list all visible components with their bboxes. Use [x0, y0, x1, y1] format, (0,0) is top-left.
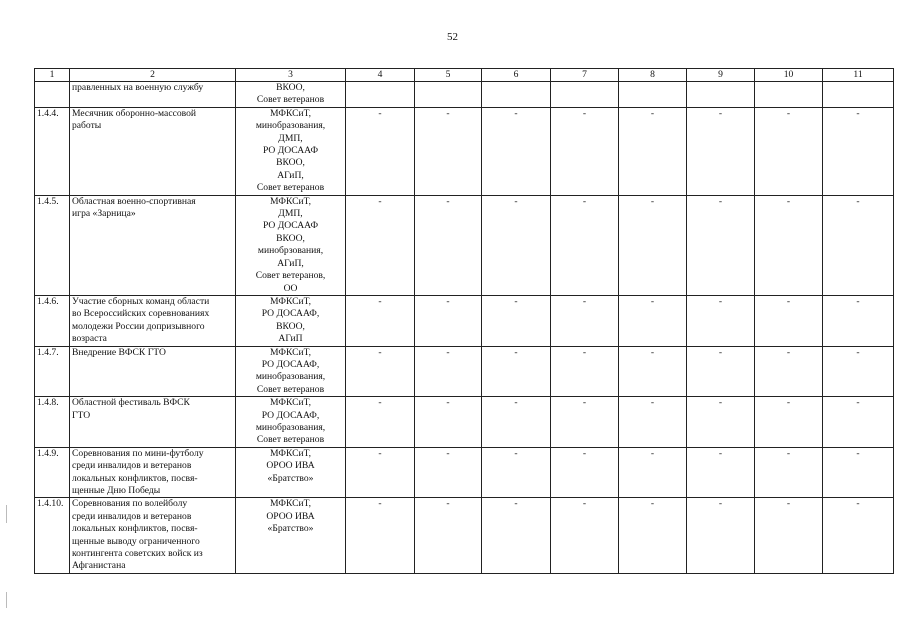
activity-name-line: Областная военно-спортивная	[72, 195, 196, 207]
executor-line: Совет ветеранов,	[255, 270, 326, 282]
executor-line: «Братство»	[267, 472, 314, 484]
executor-line: Совет ветеранов	[256, 182, 325, 194]
executor-cell	[236, 295, 346, 346]
activity-name-line: во Всероссийских соревнованиях	[72, 308, 210, 320]
value-cell: -	[551, 397, 619, 448]
page-number: 52	[447, 31, 458, 43]
executor-cell	[236, 107, 346, 195]
value-cell	[687, 82, 755, 108]
executor-line: МФКСиТ,	[270, 195, 311, 207]
value-cell: -	[619, 346, 687, 397]
value-cell: -	[619, 195, 687, 295]
activity-name-line: локальных конфликтов, посвя-	[72, 472, 198, 484]
executor-line: минобразования,	[255, 421, 326, 433]
table-body	[35, 107, 894, 573]
value-cell: -	[415, 107, 482, 195]
executor-line: Совет ветеранов	[256, 434, 325, 446]
executor-line: минобразования,	[255, 371, 326, 383]
executor-line: ОРОО ИВА	[266, 460, 315, 472]
executor-line: АГиП,	[277, 257, 304, 269]
value-cell: -	[482, 295, 551, 346]
value-cell: -	[551, 447, 619, 498]
value-cell: -	[346, 397, 415, 448]
activity-name-line: среди инвалидов и ветеранов	[72, 460, 192, 472]
value-cell	[619, 82, 687, 108]
value-cell: -	[551, 346, 619, 397]
value-cell: -	[755, 195, 823, 295]
activity-name-line: Внедрение ВФСК ГТО	[72, 346, 166, 358]
activity-name-line: локальных конфликтов, посвя-	[72, 523, 198, 535]
value-cell	[346, 82, 415, 108]
value-cell: -	[687, 447, 755, 498]
executor-line: МФКСиТ,	[270, 498, 311, 510]
executor-line: РО ДОСААФ,	[261, 358, 320, 370]
column-header: 9	[687, 69, 755, 82]
executor-cell	[236, 346, 346, 397]
executor-line: РО ДОСААФ	[262, 220, 319, 232]
value-cell: -	[755, 447, 823, 498]
scan-margin-mark	[6, 592, 7, 608]
table-row	[35, 447, 894, 498]
value-cell: -	[823, 195, 894, 295]
value-cell	[551, 82, 619, 108]
activity-name-cell	[70, 195, 236, 295]
executor-line: МФКСиТ,	[270, 107, 311, 119]
value-cell	[755, 82, 823, 108]
activity-name-line: Участие сборных команд области	[72, 295, 210, 307]
value-cell: -	[415, 346, 482, 397]
activity-name-line: работы	[72, 120, 102, 132]
activity-name-line: Месячник оборонно-массовой	[72, 107, 197, 119]
executor-line: ОРОО ИВА	[266, 510, 315, 522]
activity-name-cell	[70, 498, 236, 573]
column-header: 2	[70, 69, 236, 82]
activity-name-cell	[70, 295, 236, 346]
row-number-cell: 1.4.6.	[35, 295, 70, 346]
continuation-row	[35, 82, 894, 108]
value-cell: -	[482, 107, 551, 195]
table-row	[35, 498, 894, 573]
column-header: 4	[346, 69, 415, 82]
activity-name-line: щенные выводу ограниченного	[72, 535, 200, 547]
column-header: 7	[551, 69, 619, 82]
value-cell: -	[619, 498, 687, 573]
executor-line: МФКСиТ,	[270, 447, 311, 459]
executor-line: ВКОО,	[276, 82, 305, 93]
value-cell: -	[346, 498, 415, 573]
value-cell: -	[755, 498, 823, 573]
value-cell: -	[823, 346, 894, 397]
value-cell: -	[687, 346, 755, 397]
value-cell	[823, 82, 894, 108]
value-cell: -	[687, 498, 755, 573]
executor-line: ВКОО,	[276, 232, 305, 244]
row-number-cell: 1.4.4.	[35, 107, 70, 195]
activities-table	[34, 68, 894, 574]
activity-name-line: Областной фестиваль ВФСК	[72, 397, 190, 409]
row-number-cell: 1.4.10.	[35, 498, 70, 573]
executor-cell	[236, 195, 346, 295]
value-cell: -	[346, 346, 415, 397]
activity-name-line: Афганистана	[72, 560, 126, 572]
value-cell: -	[346, 195, 415, 295]
value-cell: -	[415, 447, 482, 498]
executor-line: РО ДОСААФ,	[261, 308, 320, 320]
activity-name-line: игра «Зарница»	[72, 208, 136, 220]
value-cell: -	[687, 295, 755, 346]
column-header: 3	[236, 69, 346, 82]
executor-line: минобразования,	[255, 120, 326, 132]
executor-line: ВКОО,	[276, 320, 305, 332]
executor-line: АГиП,	[277, 169, 304, 181]
value-cell: -	[551, 195, 619, 295]
activity-name-cell	[70, 346, 236, 397]
value-cell: -	[823, 397, 894, 448]
value-cell: -	[346, 295, 415, 346]
column-number-row	[35, 69, 894, 82]
executor-line: РО ДОСААФ,	[261, 409, 320, 421]
executor-line: ОО	[283, 282, 298, 294]
executor-cell	[236, 498, 346, 573]
executor-cell	[236, 397, 346, 448]
executor-cell	[236, 447, 346, 498]
value-cell: -	[551, 107, 619, 195]
table-row	[35, 397, 894, 448]
column-header: 5	[415, 69, 482, 82]
activity-name-line: правленных на военную службу	[72, 82, 204, 93]
activity-name-line: молодежи России допризывного	[72, 320, 205, 332]
table-row	[35, 107, 894, 195]
value-cell: -	[415, 498, 482, 573]
scan-margin-mark	[6, 505, 7, 523]
activity-name-line: ГТО	[72, 409, 91, 421]
executor-line: МФКСиТ,	[270, 346, 311, 358]
activity-name-cell	[70, 447, 236, 498]
value-cell: -	[415, 397, 482, 448]
activity-name-line: контингента советских войск из	[72, 548, 203, 560]
value-cell: -	[823, 447, 894, 498]
activity-name-cell	[70, 82, 236, 108]
value-cell: -	[755, 295, 823, 346]
value-cell: -	[619, 447, 687, 498]
executor-line: МФКСиТ,	[270, 295, 311, 307]
executor-line: ДМП,	[278, 132, 303, 144]
value-cell: -	[619, 397, 687, 448]
value-cell: -	[687, 195, 755, 295]
column-header: 11	[823, 69, 894, 82]
column-header: 6	[482, 69, 551, 82]
value-cell: -	[482, 346, 551, 397]
value-cell: -	[551, 498, 619, 573]
value-cell: -	[687, 107, 755, 195]
executor-line: минобрзования,	[257, 245, 324, 257]
executor-cell	[236, 82, 346, 108]
value-cell	[482, 82, 551, 108]
value-cell: -	[415, 195, 482, 295]
row-number-cell: 1.4.5.	[35, 195, 70, 295]
value-cell: -	[823, 295, 894, 346]
row-number-cell: 1.4.9.	[35, 447, 70, 498]
value-cell: -	[482, 195, 551, 295]
value-cell: -	[619, 107, 687, 195]
executor-line: АГиП	[278, 333, 303, 345]
value-cell: -	[755, 397, 823, 448]
row-number-cell	[35, 82, 70, 108]
activity-name-cell	[70, 107, 236, 195]
value-cell: -	[482, 498, 551, 573]
value-cell	[415, 82, 482, 108]
row-number-cell: 1.4.7.	[35, 346, 70, 397]
column-header: 10	[755, 69, 823, 82]
executor-line: РО ДОСААФ	[262, 145, 319, 157]
value-cell: -	[619, 295, 687, 346]
value-cell: -	[823, 498, 894, 573]
column-header: 8	[619, 69, 687, 82]
executor-line: ВКОО,	[276, 157, 305, 169]
executor-line: Совет ветеранов	[256, 383, 325, 395]
value-cell: -	[755, 346, 823, 397]
value-cell: -	[551, 295, 619, 346]
activity-name-line: возраста	[72, 333, 107, 345]
value-cell: -	[755, 107, 823, 195]
executor-line: Совет ветеранов	[256, 94, 325, 106]
executor-line: МФКСиТ,	[270, 397, 311, 409]
executor-line: «Братство»	[267, 523, 314, 535]
value-cell: -	[415, 295, 482, 346]
value-cell: -	[346, 107, 415, 195]
table-row	[35, 295, 894, 346]
executor-line: ДМП,	[278, 208, 303, 220]
row-number-cell: 1.4.8.	[35, 397, 70, 448]
value-cell: -	[823, 107, 894, 195]
table-row	[35, 346, 894, 397]
table-row	[35, 195, 894, 295]
value-cell: -	[482, 397, 551, 448]
value-cell: -	[482, 447, 551, 498]
value-cell: -	[687, 397, 755, 448]
activity-name-line: среди инвалидов и ветеранов	[72, 510, 192, 522]
activity-name-line: Соревнования по волейболу	[72, 498, 188, 510]
activity-name-line: щенные Дню Победы	[72, 485, 161, 496]
column-header: 1	[35, 69, 70, 82]
activity-name-cell	[70, 397, 236, 448]
activity-name-line: Соревнования по мини-футболу	[72, 447, 204, 459]
value-cell: -	[346, 447, 415, 498]
